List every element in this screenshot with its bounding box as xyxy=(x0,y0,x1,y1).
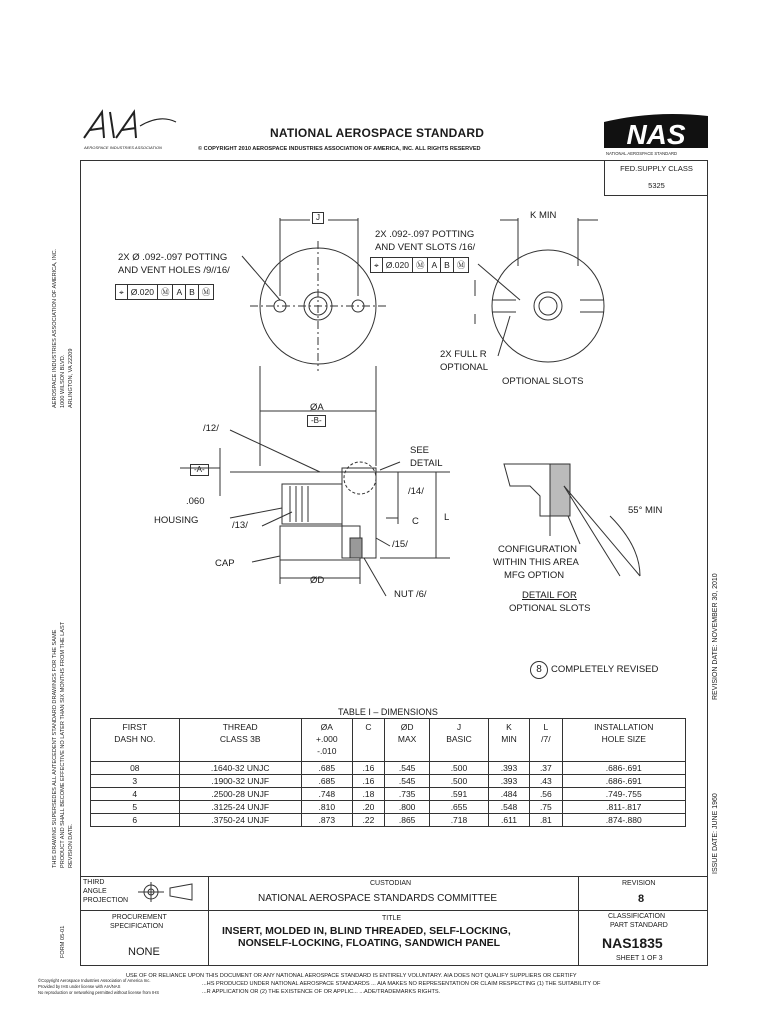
table-cell: .22 xyxy=(352,814,384,827)
table-cell: .393 xyxy=(488,762,529,775)
table-header-row xyxy=(91,719,686,762)
full-r-1: 2X FULL R xyxy=(440,349,487,360)
footer-line-2: ...HS PRODUCED UNDER NATIONAL AEROSPACE STANDARDS ... AIA MAKES NO REPRESENTATION OR CLAIM RESPECTING (1) THE SUITABILITY OF xyxy=(202,981,601,987)
procurement-label-2: SPECIFICATION xyxy=(110,923,164,930)
col-dia-d: ØD MAX xyxy=(385,719,430,762)
address-line-3: ARLINGTON, VA 22209 xyxy=(68,348,74,408)
detail-for-2: OPTIONAL SLOTS xyxy=(509,603,591,614)
table-cell: .873 xyxy=(301,814,352,827)
table-cell: .718 xyxy=(430,814,489,827)
dia-d-label: ØD xyxy=(310,575,325,586)
cap-label: CAP xyxy=(215,558,235,569)
doc-title-2: NONSELF-LOCKING, FLOATING, SANDWICH PANEL xyxy=(238,937,501,949)
table-row xyxy=(91,788,686,801)
table-cell: .548 xyxy=(488,801,529,814)
see-detail-2: DETAIL xyxy=(410,458,443,469)
classification-1: CLASSIFICATION xyxy=(608,913,666,920)
revision-date: REVISION DATE: NOVEMBER 30, 2010 xyxy=(712,573,719,700)
table-cell: .3750-24 UNJF xyxy=(179,814,301,827)
fed-supply-value: 5325 xyxy=(648,181,665,190)
col-c: C xyxy=(352,719,384,762)
dia-a-label: ØA xyxy=(310,402,324,413)
sheet-number: SHEET 1 OF 3 xyxy=(616,955,663,962)
table-cell: .545 xyxy=(385,775,430,788)
table-cell: .2500-28 UNJF xyxy=(179,788,301,801)
supersede-line-1: THIS DRAWING SUPERSEDES ALL ANTECEDENT STANDARD DRAWINGS FOR THE SAME xyxy=(52,629,58,868)
table-cell: .685 xyxy=(301,775,352,788)
table-cell: .16 xyxy=(352,762,384,775)
aia-logo-sub: AEROSPACE INDUSTRIES ASSOCIATION xyxy=(84,145,162,150)
table-cell: .1900-32 UNJF xyxy=(179,775,301,788)
table-cell: 08 xyxy=(91,762,180,775)
table-cell: .484 xyxy=(488,788,529,801)
table-cell: .75 xyxy=(530,801,562,814)
table-cell: .500 xyxy=(430,775,489,788)
table-cell: .811-.817 xyxy=(562,801,685,814)
issue-date: ISSUE DATE: JUNE 1960 xyxy=(712,793,719,874)
fcf-datum-a: A xyxy=(428,258,441,272)
note-13: /13/ xyxy=(232,520,248,531)
table-cell: .611 xyxy=(488,814,529,827)
table-cell: .591 xyxy=(430,788,489,801)
table-cell: .43 xyxy=(530,775,562,788)
table-cell: .686-.691 xyxy=(562,775,685,788)
rev-mark-circle xyxy=(530,661,548,679)
dimensions-table xyxy=(90,718,686,827)
form-number: FORM 05-01 xyxy=(60,925,66,958)
table-cell: .655 xyxy=(430,801,489,814)
fcf-tol: Ø.020 xyxy=(383,258,413,272)
note-14: /14/ xyxy=(408,486,424,497)
table-cell: .56 xyxy=(530,788,562,801)
fcf-tol: Ø.020 xyxy=(128,285,158,299)
footer-line-1: USE OF OR RELIANCE UPON THIS DOCUMENT OR ANY NATIONAL AEROSPACE STANDARD IS ENTIRELY VOLUNTARY. AIA DOES NOT QUALIFY SUPPLIERS OR CERTIFY xyxy=(126,973,577,979)
address-line-2: 1000 WILSON BLVD. xyxy=(60,354,66,408)
table-cell: .37 xyxy=(530,762,562,775)
slots-note-1: 2X .092-.097 POTTING xyxy=(375,229,475,240)
note-12: /12/ xyxy=(203,423,219,434)
table-cell: 6 xyxy=(91,814,180,827)
address-line-1: AEROSPACE INDUSTRIES ASSOCIATION OF AMERICA, INC. xyxy=(52,248,58,408)
table-cell: .874-.880 xyxy=(562,814,685,827)
part-number: NAS1835 xyxy=(602,935,663,951)
dim-060: .060 xyxy=(186,496,205,507)
custodian: NATIONAL AEROSPACE STANDARDS COMMITTEE xyxy=(258,893,498,904)
table-cell: .810 xyxy=(301,801,352,814)
col-dia-a: ØA +.000 -.010 xyxy=(301,719,352,762)
footer-ihs-2: Provided by IHS under license with AIA/NAS xyxy=(38,984,121,989)
table-cell: .16 xyxy=(352,775,384,788)
custodian-label: CUSTODIAN xyxy=(370,880,412,887)
rev-mark-number: 8 xyxy=(536,664,542,675)
completely-revised: COMPLETELY REVISED xyxy=(551,664,659,675)
nas-logo-icon xyxy=(604,108,708,148)
copyright: © COPYRIGHT 2010 AEROSPACE INDUSTRIES ASSOCIATION OF AMERICA, INC. ALL RIGHTS RESERVED xyxy=(198,146,481,152)
col-first-dash: FIRST DASH NO. xyxy=(91,719,180,762)
svg-text:NAS: NAS xyxy=(626,119,686,148)
position-icon: ⌖ xyxy=(371,258,383,272)
see-detail-1: SEE xyxy=(410,445,430,456)
title-label: TITLE xyxy=(382,915,402,922)
table-row xyxy=(91,762,686,775)
doc-title-1: INSERT, MOLDED IN, BLIND THREADED, SELF-LOCKING, xyxy=(222,925,511,937)
fcf-mmc: Ⓜ xyxy=(413,258,429,272)
l-label: L xyxy=(444,512,450,523)
detail-for-1: DETAIL FOR xyxy=(522,590,577,601)
position-icon: ⌖ xyxy=(116,285,128,299)
config-2: WITHIN THIS AREA xyxy=(493,557,579,568)
footer-line-3: ...R APPLICATION OR (2) THE EXISTENCE OF OR APPLIC... ...ADE/TRADEMARKS RIGHTS. xyxy=(202,989,441,995)
fcf-mmc-b: Ⓜ xyxy=(456,260,466,270)
fcf-slots xyxy=(370,257,469,273)
table-cell: 3 xyxy=(91,775,180,788)
revision-number: 8 xyxy=(638,893,645,905)
col-k: K MIN xyxy=(488,719,529,762)
procurement-value: NONE xyxy=(128,946,160,958)
table-cell: .686-.691 xyxy=(562,762,685,775)
fcf-mmc: Ⓜ xyxy=(158,285,174,299)
slots-note-2: AND VENT SLOTS /16/ xyxy=(375,242,476,253)
table-cell: .545 xyxy=(385,762,430,775)
table-cell: .735 xyxy=(385,788,430,801)
fcf-datum-b: B xyxy=(441,258,454,272)
housing-label: HOUSING xyxy=(154,515,199,526)
full-r-2: OPTIONAL xyxy=(440,362,489,373)
table-cell: .748 xyxy=(301,788,352,801)
table-cell: .18 xyxy=(352,788,384,801)
table-cell: .20 xyxy=(352,801,384,814)
j-dim-label: J xyxy=(312,212,324,224)
datum-a-label: -A- xyxy=(190,464,209,476)
table-cell: .500 xyxy=(430,762,489,775)
table-row xyxy=(91,775,686,788)
angle-label: 55° MIN xyxy=(628,505,663,516)
table-cell: .81 xyxy=(530,814,562,827)
config-1: CONFIGURATION xyxy=(498,544,577,555)
footer-ihs-1: ©Copyright Aerospace Industries Association of America Inc. xyxy=(38,978,151,983)
fed-supply-label: FED.SUPPLY CLASS xyxy=(620,164,693,173)
table-cell: .3125-24 UNJF xyxy=(179,801,301,814)
projection-2: ANGLE xyxy=(83,888,107,895)
nut-label: NUT /6/ xyxy=(394,589,427,600)
optional-slots-label: OPTIONAL SLOTS xyxy=(502,376,584,387)
supersede-line-3: REVISION DATE. xyxy=(68,823,74,868)
c-label: C xyxy=(412,516,419,527)
holes-note-2: AND VENT HOLES /9//16/ xyxy=(118,265,230,276)
nas-logo xyxy=(604,108,708,154)
supersede-line-2: PRODUCT AND SHALL BECOME EFFECTIVE NO LATER THAN SIX MONTHS FROM THE LAST xyxy=(60,621,66,868)
procurement-label-1: PROCUREMENT xyxy=(112,914,167,921)
revision-label: REVISION xyxy=(622,880,656,887)
third-angle-projection-icon xyxy=(136,882,198,902)
footer-ihs-3: No reproduction or networking permitted without license from IHS xyxy=(38,990,160,995)
page-title: NATIONAL AEROSPACE STANDARD xyxy=(270,126,485,140)
table-cell: .685 xyxy=(301,762,352,775)
projection-3: PROJECTION xyxy=(83,897,129,904)
table-title: TABLE I – DIMENSIONS xyxy=(338,707,438,717)
nas-logo-sub: NATIONAL AEROSPACE STANDARD xyxy=(606,151,678,156)
fcf-holes xyxy=(115,284,214,300)
table-row xyxy=(91,801,686,814)
table-cell: 4 xyxy=(91,788,180,801)
classification-2: PART STANDARD xyxy=(610,922,668,929)
table-row xyxy=(91,814,686,827)
table-cell: .393 xyxy=(488,775,529,788)
col-j: J BASIC xyxy=(430,719,489,762)
fcf-datum-b: B xyxy=(186,285,199,299)
fcf-datum-a: A xyxy=(173,285,186,299)
col-thread: THREAD CLASS 3B xyxy=(179,719,301,762)
table-cell: .749-.755 xyxy=(562,788,685,801)
table-cell: 5 xyxy=(91,801,180,814)
optional-slot-disc xyxy=(492,250,604,362)
col-hole-size: INSTALLATION HOLE SIZE xyxy=(562,719,685,762)
config-3: MFG OPTION xyxy=(504,570,565,581)
projection-1: THIRD xyxy=(83,879,105,886)
aia-logo xyxy=(80,108,180,156)
fcf-mmc-b: Ⓜ xyxy=(201,287,211,297)
col-l: L /7/ xyxy=(530,719,562,762)
fed-supply-class xyxy=(604,160,708,196)
datum-b-label: -B- xyxy=(307,415,326,427)
note-15: /15/ xyxy=(392,539,408,550)
table-cell: .1640-32 UNJC xyxy=(179,762,301,775)
holes-note-1: 2X Ø .092-.097 POTTING xyxy=(118,252,228,263)
table-cell: .865 xyxy=(385,814,430,827)
k-min-label: K MIN xyxy=(530,210,557,221)
table-cell: .800 xyxy=(385,801,430,814)
